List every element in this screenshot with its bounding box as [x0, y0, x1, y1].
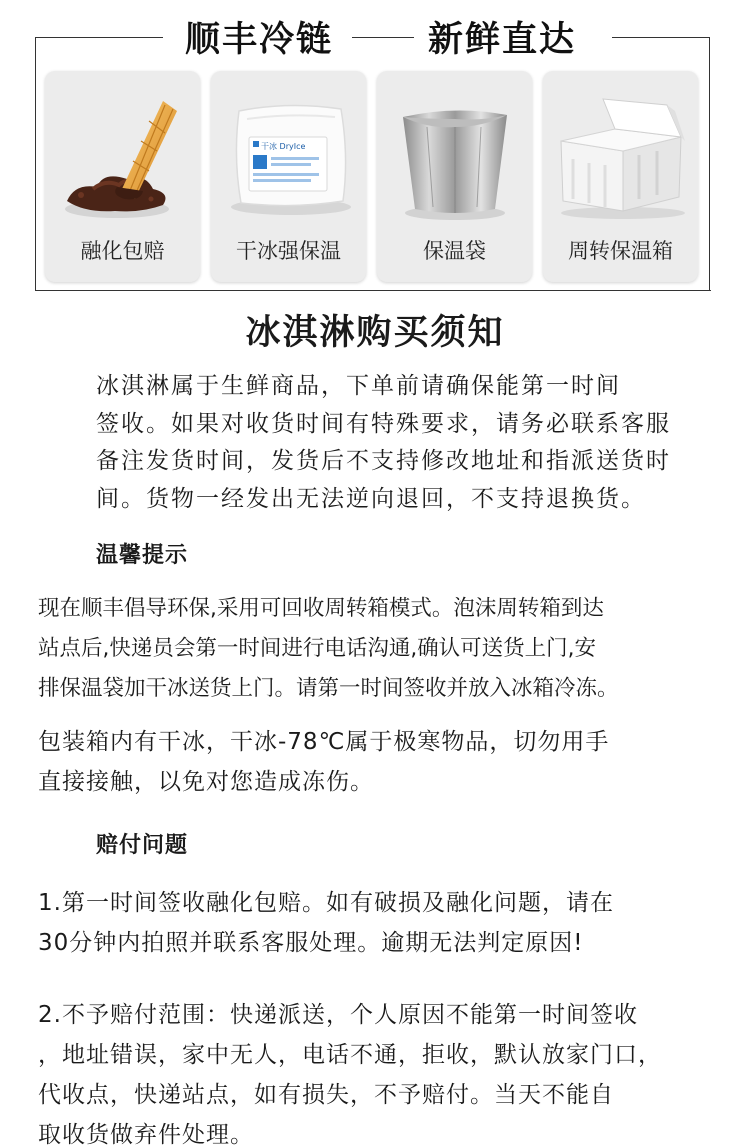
insulated-bag-icon — [377, 71, 532, 231]
card-caption: 周转保温箱 — [568, 239, 673, 263]
header-title-right: 新鲜直达 — [428, 20, 577, 60]
frame-line-top-middle — [352, 37, 414, 38]
text-line: 签收。如果对收货时间有特殊要求，请务必联系客服 — [96, 410, 671, 437]
compensation-heading: 赔付问题 — [96, 833, 189, 858]
frame-line-left — [35, 37, 36, 291]
compensation-item-2 — [38, 995, 710, 1148]
feature-card-foam-box — [543, 71, 698, 282]
text-line: 站点后,快递员会第一时间进行电话沟通,确认可送货上门,安 — [38, 636, 597, 661]
foam-box-icon — [543, 71, 698, 231]
text-line: 取收货做弃件处理。 — [38, 1122, 254, 1148]
card-caption: 保温袋 — [423, 239, 486, 263]
card-caption: 干冰强保温 — [236, 239, 341, 263]
tips-paragraph — [38, 589, 718, 709]
frame-line-right — [709, 37, 710, 291]
text-line: 现在顺丰倡导环保,采用可回收周转箱模式。泡沫周转箱到达 — [38, 596, 604, 621]
melted-ice-cream-icon — [45, 71, 200, 231]
text-line: 间。货物一经发出无法逆向退回，不支持退换货。 — [96, 485, 646, 512]
pack-label: 干冰 DryIce — [261, 142, 306, 151]
feature-card-insulated-bag — [377, 71, 532, 282]
frame-line-bottom — [35, 290, 711, 291]
text-line: 代收点，快递站点，如有损失，不予赔付。当天不能自 — [38, 1082, 614, 1108]
text-line: 1.第一时间签收融化包赔。如有破损及融化问题，请在 — [38, 890, 614, 916]
text-line: 包装箱内有干冰，干冰-78℃属于极寒物品，切勿用手 — [38, 729, 610, 755]
intro-paragraph — [38, 368, 710, 518]
text-line: 冰淇淋属于生鲜商品，下单前请确保能第一时间 — [96, 373, 621, 399]
text-line: 排保温袋加干冰送货上门。请第一时间签收并放入冰箱冷冻。 — [38, 676, 619, 701]
text-line: 30分钟内拍照并联系客服处理。逾期无法判定原因! — [38, 930, 584, 956]
frame-line-top-left — [35, 37, 163, 38]
feature-card-dry-ice — [211, 71, 366, 282]
frame-line-top-right — [612, 37, 710, 38]
feature-card-melt-compensation — [45, 71, 200, 282]
text-line: ，地址错误，家中无人，电话不通，拒收，默认放家门口， — [38, 1042, 662, 1068]
dry-ice-warning-paragraph — [38, 722, 688, 802]
compensation-item-1 — [38, 883, 710, 963]
dry-ice-pack-icon — [211, 71, 366, 231]
page-title: 冰淇淋购买须知 — [245, 313, 505, 353]
header-title-left: 顺丰冷链 — [185, 20, 334, 60]
tips-heading: 温馨提示 — [96, 543, 189, 568]
text-line: 2.不予赔付范围：快递派送，个人原因不能第一时间签收 — [38, 1002, 638, 1028]
text-line: 备注发货时间，发货后不支持修改地址和指派送货时 — [96, 448, 671, 474]
card-caption: 融化包赔 — [80, 239, 165, 263]
text-line: 直接接触，以免对您造成冻伤。 — [38, 769, 374, 795]
